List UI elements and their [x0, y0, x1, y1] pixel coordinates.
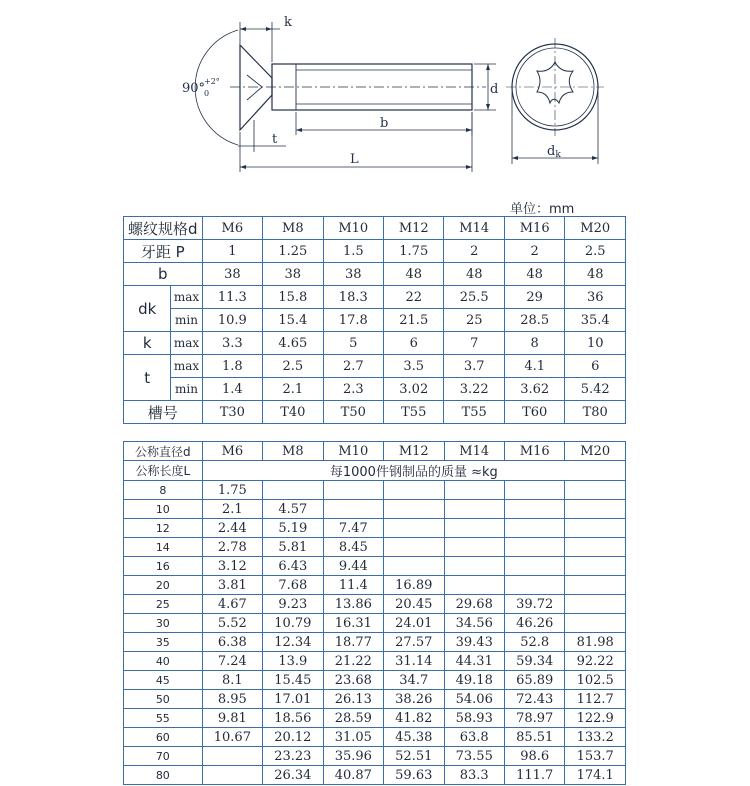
length-cell: 10: [124, 500, 203, 519]
k-max-cell: 3.3: [202, 332, 262, 355]
mass-cell: 83.3: [444, 766, 504, 785]
t-min-cell: 5.42: [565, 378, 626, 401]
t-min-cell: 2.1: [263, 378, 323, 401]
mass-cell: 24.01: [384, 614, 444, 633]
mass-cell: 13.86: [323, 595, 383, 614]
length-cell: 50: [124, 690, 203, 709]
mass-cell: 10.79: [263, 614, 323, 633]
mass-cell: 40.87: [323, 766, 383, 785]
mass-cell: [444, 576, 504, 595]
length-cell: 40: [124, 652, 203, 671]
mass-cell: 6.38: [202, 633, 262, 652]
mass-size-cell: M8: [263, 442, 323, 461]
row-size: [124, 217, 626, 240]
pitch-cell: 1.5: [323, 240, 383, 263]
size-cell: M16: [504, 217, 564, 240]
size-cell: M10: [323, 217, 383, 240]
mass-cell: 38.26: [384, 690, 444, 709]
mass-size-cell: M20: [565, 442, 626, 461]
length-cell: 14: [124, 538, 203, 557]
mass-cell: 46.26: [504, 614, 564, 633]
length-cell: 60: [124, 728, 203, 747]
mass-cell: 5.19: [263, 519, 323, 538]
row-dk-min: [124, 309, 626, 332]
mass-cell: [504, 557, 564, 576]
mass-cell: 23.68: [323, 671, 383, 690]
row-t-min: [124, 378, 626, 401]
t-max-cell: 3.7: [444, 355, 504, 378]
mass-cell: 85.51: [504, 728, 564, 747]
mass-cell: 92.22: [565, 652, 626, 671]
min-label: min: [171, 378, 202, 401]
mass-cell: 153.7: [565, 747, 626, 766]
mass-cell: 98.6: [504, 747, 564, 766]
mass-cell: 35.96: [323, 747, 383, 766]
length-cell: 55: [124, 709, 203, 728]
mass-cell: 44.31: [444, 652, 504, 671]
slot-cell: T30: [202, 401, 262, 424]
mass-size-cell: M16: [504, 442, 564, 461]
min-label: min: [171, 309, 202, 332]
mass-cell: 2.78: [202, 538, 262, 557]
mass-cell: 7.24: [202, 652, 262, 671]
mass-row: [124, 500, 626, 519]
dk-max-cell: 11.3: [202, 286, 262, 309]
screw-head-outline: [240, 45, 272, 130]
mass-cell: [323, 481, 383, 500]
pitch-cell: 1.75: [384, 240, 444, 263]
mass-cell: 73.55: [444, 747, 504, 766]
mass-cell: 10.67: [202, 728, 262, 747]
mass-cell: [565, 576, 626, 595]
mass-cell: [565, 519, 626, 538]
mass-size-cell: M12: [384, 442, 444, 461]
row-dk-max: [124, 286, 626, 309]
mass-cell: [202, 747, 262, 766]
length-cell: 35: [124, 633, 203, 652]
mass-caption: 每1000件钢制品的质量 ≈kg: [202, 461, 625, 481]
t-min-cell: 3.22: [444, 378, 504, 401]
label-dk-sub: k: [555, 150, 561, 160]
mass-cell: 112.7: [565, 690, 626, 709]
mass-cell: 133.2: [565, 728, 626, 747]
mass-body: [124, 481, 626, 785]
length-cell: 25: [124, 595, 203, 614]
mass-cell: 9.44: [323, 557, 383, 576]
b-cell: 48: [384, 263, 444, 286]
mass-cell: 78.97: [504, 709, 564, 728]
size-cell: M20: [565, 217, 626, 240]
pitch-cell: 2: [504, 240, 564, 263]
t-max-cell: 4.1: [504, 355, 564, 378]
mass-cell: 5.81: [263, 538, 323, 557]
mass-row: [124, 557, 626, 576]
max-label: max: [171, 355, 202, 378]
mass-cell: [504, 519, 564, 538]
mass-cell: [504, 576, 564, 595]
mass-cell: 2.44: [202, 519, 262, 538]
mass-cell: 174.1: [565, 766, 626, 785]
mass-cell: [504, 481, 564, 500]
mass-cell: 59.63: [384, 766, 444, 785]
k-max-cell: 10: [565, 332, 626, 355]
mass-cell: 45.38: [384, 728, 444, 747]
dk-min-cell: 35.4: [565, 309, 626, 332]
t-min-cell: 3.62: [504, 378, 564, 401]
mass-cell: 4.57: [263, 500, 323, 519]
mass-row: [124, 633, 626, 652]
length-cell: 30: [124, 614, 203, 633]
mass-cell: 4.67: [202, 595, 262, 614]
mass-cell: 13.9: [263, 652, 323, 671]
mass-cell: 41.82: [384, 709, 444, 728]
b-cell: 48: [504, 263, 564, 286]
mass-cell: 8.1: [202, 671, 262, 690]
mass-cell: 6.43: [263, 557, 323, 576]
row-slot: [124, 401, 626, 424]
mass-cell: 20.45: [384, 595, 444, 614]
length-cell: 45: [124, 671, 203, 690]
size-cell: M14: [444, 217, 504, 240]
mass-cell: 49.18: [444, 671, 504, 690]
mass-cell: 52.51: [384, 747, 444, 766]
t-min-cell: 1.4: [202, 378, 262, 401]
mass-cell: 17.01: [263, 690, 323, 709]
mass-cell: 31.14: [384, 652, 444, 671]
t-max-cell: 1.8: [202, 355, 262, 378]
mass-cell: 52.8: [504, 633, 564, 652]
b-cell: 38: [202, 263, 262, 286]
mass-cell: 65.89: [504, 671, 564, 690]
mass-cell: 23.23: [263, 747, 323, 766]
k-max-cell: 6: [384, 332, 444, 355]
row-t-max: [124, 355, 626, 378]
mass-row: [124, 671, 626, 690]
mass-cell: 31.05: [323, 728, 383, 747]
mass-cell: [565, 481, 626, 500]
mass-cell: 7.68: [263, 576, 323, 595]
mass-cell: 63.8: [444, 728, 504, 747]
mass-cell: [444, 481, 504, 500]
t-label: t: [124, 355, 171, 401]
k-max-cell: 4.65: [263, 332, 323, 355]
mass-cell: [323, 500, 383, 519]
mass-cell: 8.95: [202, 690, 262, 709]
dk-min-cell: 21.5: [384, 309, 444, 332]
mass-cell: [565, 595, 626, 614]
mass-cell: [263, 481, 323, 500]
mass-cell: 8.45: [323, 538, 383, 557]
b-cell: 48: [565, 263, 626, 286]
mass-cell: 81.98: [565, 633, 626, 652]
slot-cell: T40: [263, 401, 323, 424]
k-max-cell: 7: [444, 332, 504, 355]
mass-cell: [565, 557, 626, 576]
mass-row: [124, 747, 626, 766]
dk-max-cell: 25.5: [444, 286, 504, 309]
mass-cell: [202, 766, 262, 785]
dk-max-cell: 18.3: [323, 286, 383, 309]
spec-table: [123, 216, 626, 424]
max-label: max: [171, 286, 202, 309]
mass-cell: 1.75: [202, 481, 262, 500]
mass-cell: 29.68: [444, 595, 504, 614]
label-dk: [547, 144, 561, 160]
mass-size-cell: M6: [202, 442, 262, 461]
label-L: L: [350, 152, 359, 167]
mass-cell: 9.23: [263, 595, 323, 614]
mass-row: [124, 481, 626, 500]
mass-cell: 12.34: [263, 633, 323, 652]
dk-min-cell: 15.4: [263, 309, 323, 332]
dk-min-cell: 10.9: [202, 309, 262, 332]
pitch-label: 牙距 P: [124, 240, 203, 263]
max-label: max: [171, 332, 202, 355]
mass-cell: 16.89: [384, 576, 444, 595]
mass-row: [124, 538, 626, 557]
mass-row: [124, 652, 626, 671]
t-max-cell: 2.5: [263, 355, 323, 378]
b-label: b: [124, 263, 203, 286]
mass-cell: 5.52: [202, 614, 262, 633]
label-b: b: [380, 116, 389, 131]
mass-cell: 111.7: [504, 766, 564, 785]
mass-cell: 26.34: [263, 766, 323, 785]
label-t: t: [272, 132, 278, 147]
mass-cell: [384, 481, 444, 500]
unit-label: 单位：mm: [510, 202, 575, 217]
t-min-cell: 2.3: [323, 378, 383, 401]
row-b: [124, 263, 626, 286]
dk-max-cell: 22: [384, 286, 444, 309]
dk-max-cell: 15.8: [263, 286, 323, 309]
mass-cell: 72.43: [504, 690, 564, 709]
size-cell: M12: [384, 217, 444, 240]
mass-cell: 11.4: [323, 576, 383, 595]
length-cell: 16: [124, 557, 203, 576]
mass-row: [124, 614, 626, 633]
mass-cell: 59.34: [504, 652, 564, 671]
mass-cell: 3.81: [202, 576, 262, 595]
size-cell: M6: [202, 217, 262, 240]
label-dk-main: d: [547, 144, 556, 159]
mass-cell: [565, 614, 626, 633]
pitch-cell: 1: [202, 240, 262, 263]
mass-cell: [444, 538, 504, 557]
mass-row: [124, 519, 626, 538]
b-cell: 38: [263, 263, 323, 286]
mass-cell: 28.59: [323, 709, 383, 728]
mass-cell: 26.13: [323, 690, 383, 709]
t-max-cell: 2.7: [323, 355, 383, 378]
mass-cell: 58.93: [444, 709, 504, 728]
mass-cell: 39.72: [504, 595, 564, 614]
pitch-cell: 2.5: [565, 240, 626, 263]
mass-row: [124, 728, 626, 747]
mass-row: [124, 690, 626, 709]
dk-min-cell: 25: [444, 309, 504, 332]
b-cell: 48: [444, 263, 504, 286]
mass-row: [124, 595, 626, 614]
row-pitch: [124, 240, 626, 263]
mass-cell: 39.43: [444, 633, 504, 652]
t-max-cell: 3.5: [384, 355, 444, 378]
mass-cell: [565, 538, 626, 557]
slot-cell: T60: [504, 401, 564, 424]
mass-cell: 27.57: [384, 633, 444, 652]
pitch-cell: 2: [444, 240, 504, 263]
screw-technical-drawing: [0, 0, 750, 200]
dk-max-cell: 36: [565, 286, 626, 309]
mass-row: [124, 576, 626, 595]
mass-cell: [384, 500, 444, 519]
t-min-cell: 3.02: [384, 378, 444, 401]
dk-min-cell: 28.5: [504, 309, 564, 332]
label-d: d: [490, 82, 499, 97]
row-k-max: [124, 332, 626, 355]
mass-cell: 20.12: [263, 728, 323, 747]
mass-cell: [384, 519, 444, 538]
mass-cell: 18.56: [263, 709, 323, 728]
mass-row: [124, 709, 626, 728]
mass-cell: 34.56: [444, 614, 504, 633]
mass-cell: [504, 500, 564, 519]
mass-cell: [565, 500, 626, 519]
dk-min-cell: 17.8: [323, 309, 383, 332]
t-max-cell: 6: [565, 355, 626, 378]
mass-table: [123, 441, 626, 785]
mass-cell: 102.5: [565, 671, 626, 690]
slot-cell: T50: [323, 401, 383, 424]
mass-cell: 18.77: [323, 633, 383, 652]
mass-cell: 9.81: [202, 709, 262, 728]
label-angle-tol-upper: +2°: [204, 77, 220, 86]
mass-cell: [444, 519, 504, 538]
k-label: k: [124, 332, 171, 355]
mass-header-row: [124, 442, 626, 461]
mass-cell: 122.9: [565, 709, 626, 728]
slot-cell: T55: [384, 401, 444, 424]
slot-cell: T55: [444, 401, 504, 424]
mass-cell: 34.7: [384, 671, 444, 690]
mass-caption-row: [124, 461, 626, 481]
k-max-cell: 5: [323, 332, 383, 355]
mass-cell: 2.1: [202, 500, 262, 519]
slot-cell: T80: [565, 401, 626, 424]
header-label: 螺纹规格d: [124, 217, 203, 240]
b-cell: 38: [323, 263, 383, 286]
size-cell: M8: [263, 217, 323, 240]
label-angle-tol-lower: 0: [204, 89, 210, 98]
length-cell: 20: [124, 576, 203, 595]
k-max-cell: 8: [504, 332, 564, 355]
label-angle: 90°: [182, 81, 206, 96]
mass-row: [124, 766, 626, 785]
mass-cell: [504, 538, 564, 557]
head-recess: [247, 75, 262, 100]
diameter-label: 公称直径d: [124, 442, 203, 461]
mass-cell: 15.45: [263, 671, 323, 690]
mass-cell: [444, 557, 504, 576]
mass-cell: 54.06: [444, 690, 504, 709]
length-cell: 70: [124, 747, 203, 766]
mass-cell: [384, 538, 444, 557]
slot-label: 槽号: [124, 401, 203, 424]
mass-size-cell: M10: [323, 442, 383, 461]
mass-cell: 16.31: [323, 614, 383, 633]
length-cell: 8: [124, 481, 203, 500]
arrowheads: [240, 27, 598, 169]
dk-max-cell: 29: [504, 286, 564, 309]
mass-cell: 3.12: [202, 557, 262, 576]
mass-cell: [444, 500, 504, 519]
length-cell: 12: [124, 519, 203, 538]
end-view-center-lines: [506, 38, 604, 136]
length-label: 公称长度L: [124, 461, 203, 481]
label-k: k: [284, 15, 292, 30]
mass-size-cell: M14: [444, 442, 504, 461]
mass-cell: 21.22: [323, 652, 383, 671]
pitch-cell: 1.25: [263, 240, 323, 263]
mass-cell: 7.47: [323, 519, 383, 538]
dk-label: dk: [124, 286, 171, 332]
mass-cell: [384, 557, 444, 576]
length-cell: 80: [124, 766, 203, 785]
